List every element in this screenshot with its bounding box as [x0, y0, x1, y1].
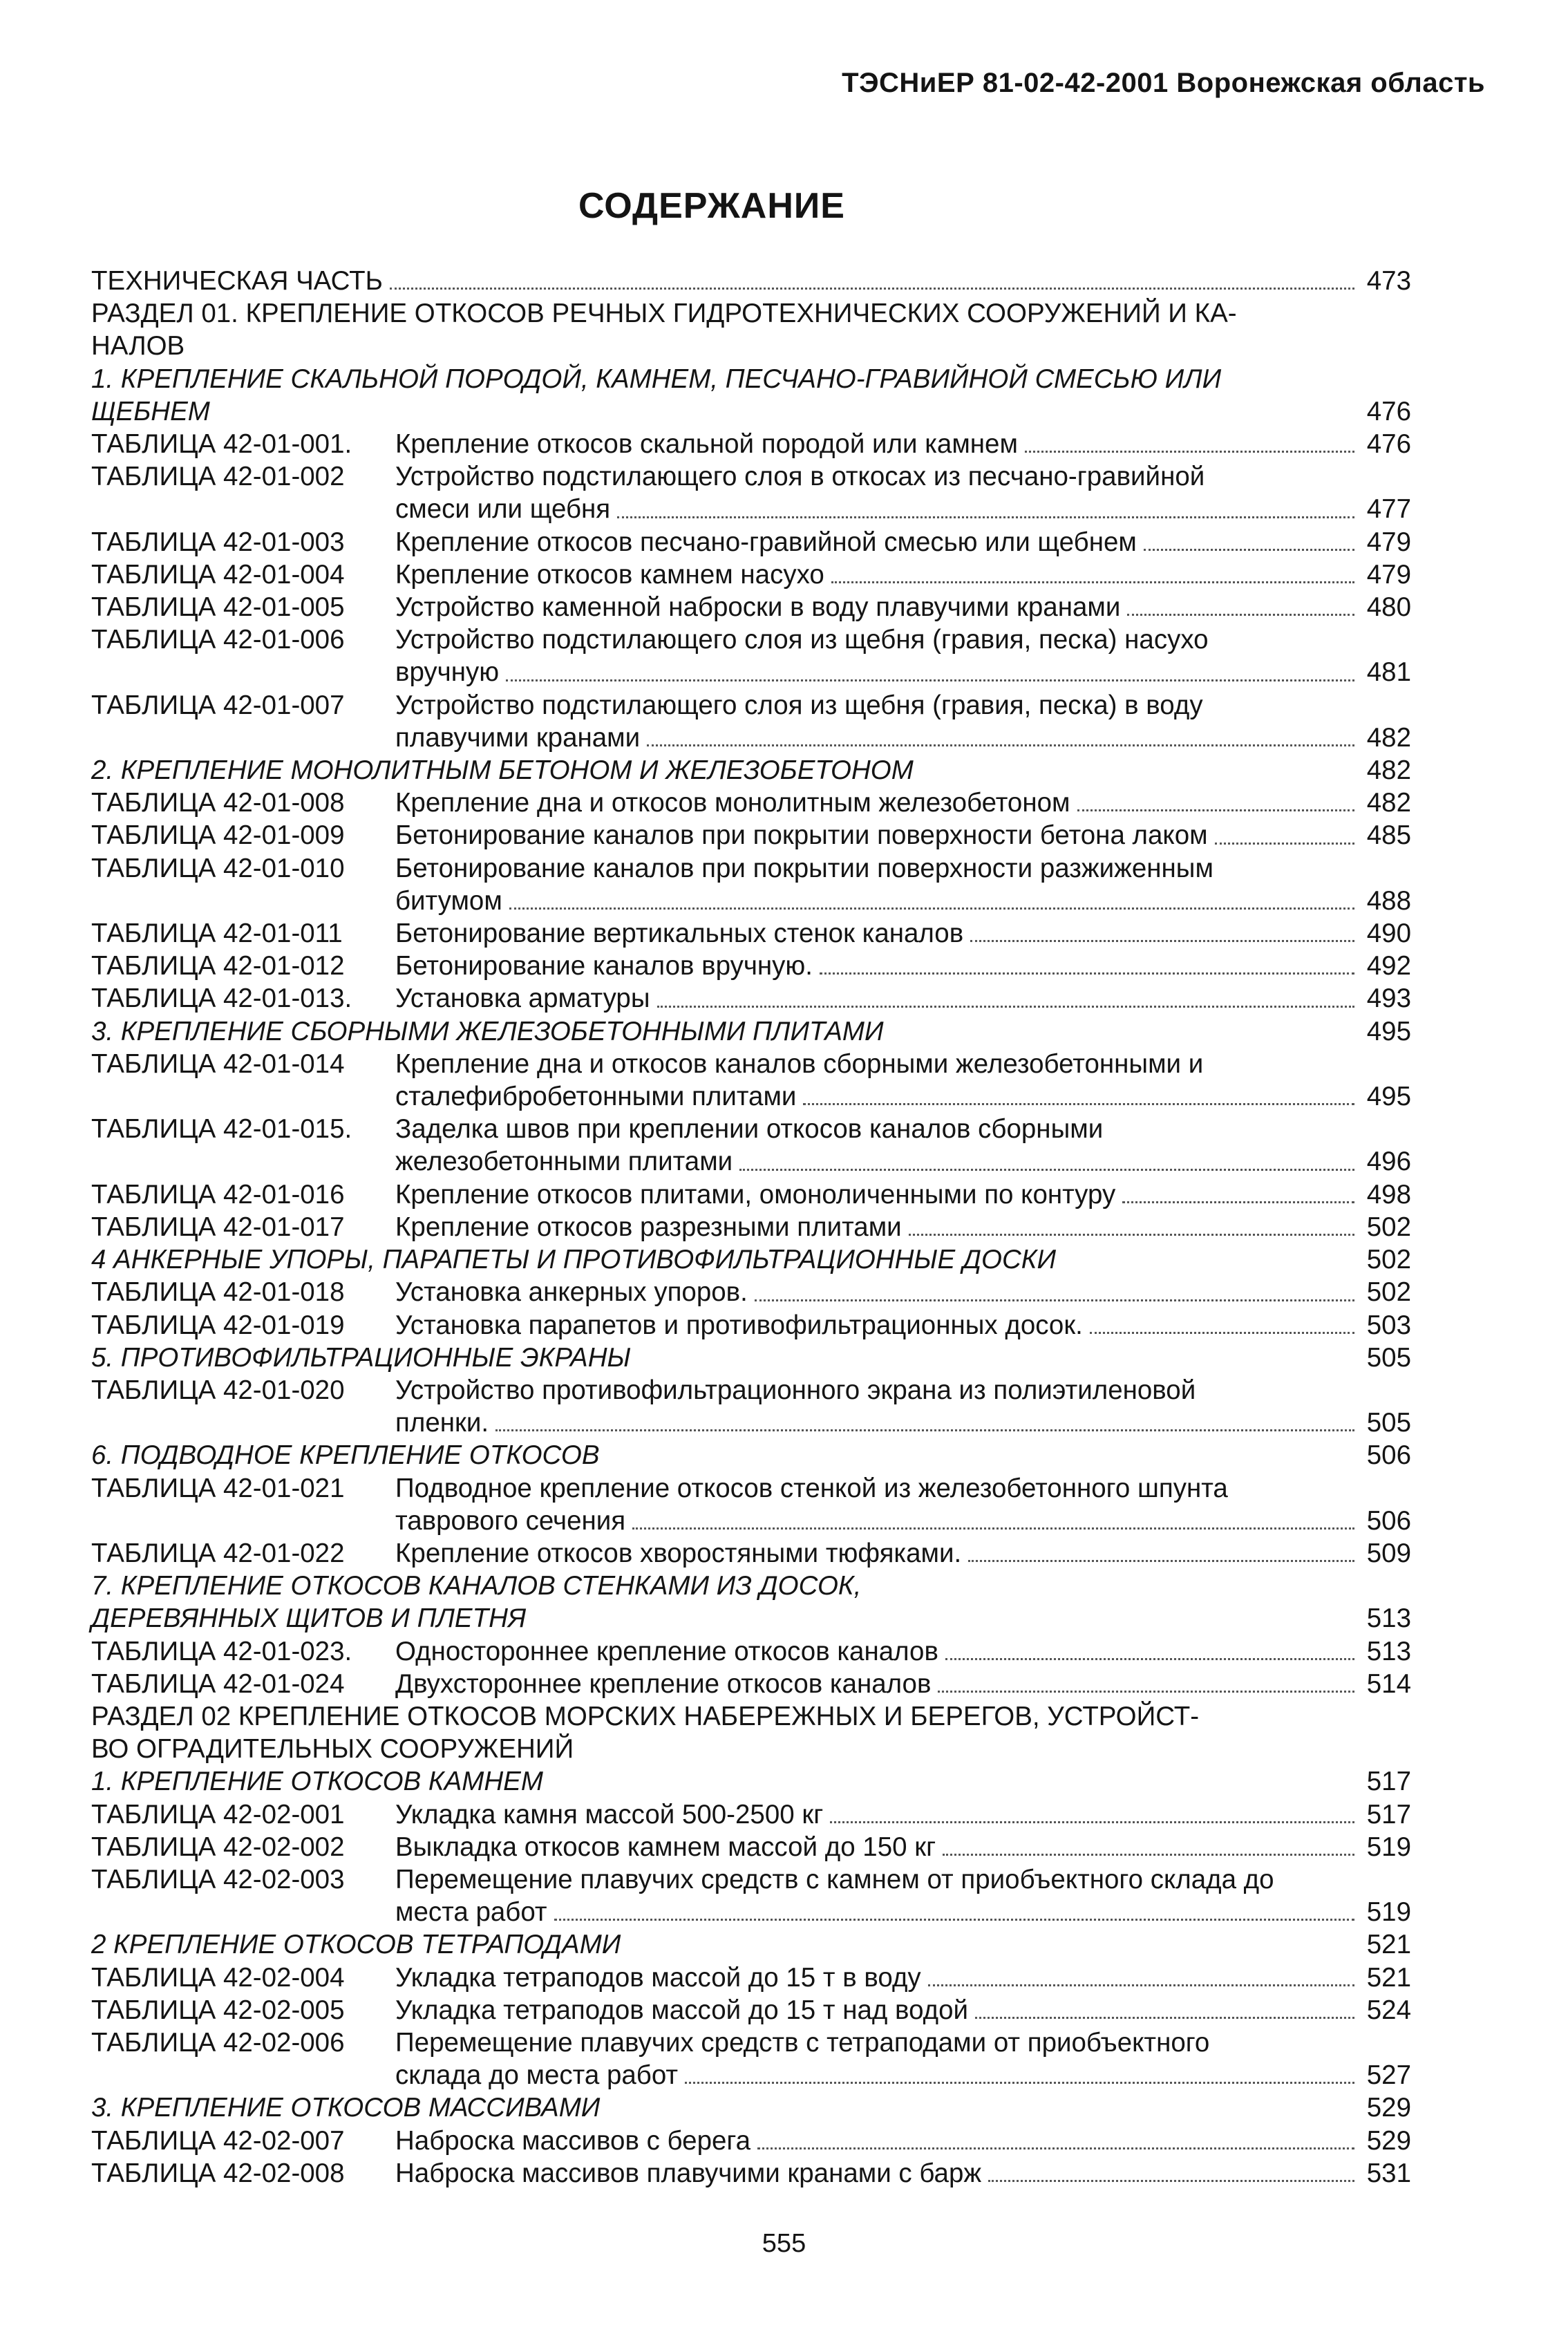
toc-entry	[91, 1080, 1411, 1113]
toc-entry	[91, 852, 1411, 885]
toc-entry	[91, 1374, 1411, 1407]
chapter-title: 3. КРЕПЛЕНИЕ ОТКОСОВ МАССИВАМИ	[91, 2093, 601, 2123]
entry-page: 502	[1366, 1245, 1411, 1275]
toc-entry	[91, 2091, 1411, 2124]
toc-entry	[91, 1570, 1411, 1602]
table-label: ТАБЛИЦА 42-01-020	[91, 1375, 345, 1405]
entry-page: 482	[1366, 722, 1411, 753]
chapter-title: 6. ПОДВОДНОЕ КРЕПЛЕНИЕ ОТКОСОВ	[91, 1440, 600, 1471]
toc-entry	[91, 1961, 1411, 1994]
toc-entry	[91, 591, 1411, 623]
toc-entry	[91, 1928, 1411, 1961]
table-title: Крепление откосов скальной породой или камнем	[395, 429, 1018, 460]
table-label: ТАБЛИЦА 42-01-005	[91, 592, 345, 623]
leader-dots	[831, 581, 1354, 583]
toc-entry	[91, 1733, 1411, 1765]
entry-page: 502	[1366, 1277, 1411, 1308]
table-title: Подводное крепление откосов стенкой из железобетонного шпунта	[395, 1473, 1228, 1503]
entry-title: НАЛОВ	[91, 331, 185, 361]
table-label: ТАБЛИЦА 42-02-001	[91, 1799, 345, 1829]
table-label: ТАБЛИЦА 42-02-006	[91, 2027, 345, 2058]
table-label: ТАБЛИЦА 42-02-008	[91, 2158, 345, 2188]
toc-entry	[91, 950, 1411, 982]
toc-entry	[91, 787, 1411, 819]
table-title: Выкладка откосов камнем массой до 150 кг	[395, 1832, 936, 1862]
table-label: ТАБЛИЦА 42-01-006	[91, 625, 345, 655]
table-label: ТАБЛИЦА 42-01-003	[91, 527, 345, 557]
table-title: Устройство подстилающего слоя из щебня (гравия, песка) в воду	[395, 690, 1203, 720]
leader-dots	[1215, 843, 1354, 845]
leader-dots	[943, 1854, 1354, 1856]
table-label: ТАБЛИЦА 42-01-017	[91, 1212, 345, 1242]
entry-page: 529	[1366, 2093, 1411, 2123]
table-title-continued: вручную	[395, 657, 500, 688]
table-label: ТАБЛИЦА 42-01-013.	[91, 984, 352, 1014]
entry-page: 490	[1366, 919, 1411, 949]
toc-entry	[91, 1211, 1411, 1243]
toc-entry	[91, 460, 1411, 493]
table-label: ТАБЛИЦА 42-01-019	[91, 1310, 345, 1340]
entry-page: 481	[1366, 657, 1411, 688]
leader-dots	[506, 679, 1354, 681]
leader-dots	[968, 1560, 1354, 1562]
toc-entry	[91, 1537, 1411, 1570]
leader-dots	[390, 288, 1354, 290]
leader-dots	[970, 940, 1354, 942]
leader-dots	[1127, 614, 1354, 616]
entry-title: ТЕХНИЧЕСКАЯ ЧАСТЬ	[91, 266, 383, 296]
table-label: ТАБЛИЦА 42-01-016	[91, 1179, 345, 1210]
entry-page: 493	[1366, 984, 1411, 1014]
entry-page: 521	[1366, 1930, 1411, 1960]
entry-page: 477	[1366, 494, 1411, 525]
chapter-title: 2. КРЕПЛЕНИЕ МОНОЛИТНЫМ БЕТОНОМ И ЖЕЛЕЗОБЕТОНОМ	[91, 755, 914, 786]
table-title: Двухстороннее крепление откосов каналов	[395, 1668, 932, 1699]
entry-page: 473	[1366, 266, 1411, 296]
leader-dots	[945, 1658, 1354, 1660]
leader-dots	[1122, 1201, 1354, 1203]
table-label: ТАБЛИЦА 42-01-022	[91, 1538, 345, 1568]
entry-page: 498	[1366, 1179, 1411, 1210]
document-header: ТЭСНиЕР 81-02-42-2001 Воронежская область	[842, 68, 1485, 98]
table-label: ТАБЛИЦА 42-02-004	[91, 1962, 345, 1993]
table-title: Крепление откосов разрезными плитами	[395, 1212, 902, 1242]
table-title: Укладка тетраподов массой до 15 т в воду	[395, 1962, 921, 1993]
leader-dots	[757, 2147, 1354, 2149]
table-title: Устройство противофильтрационного экрана из полиэтиленовой	[395, 1375, 1196, 1405]
table-title-continued: места работ	[395, 1897, 547, 1928]
table-label: ТАБЛИЦА 42-01-009	[91, 820, 345, 851]
entry-title: ВО ОГРАДИТЕЛЬНЫХ СООРУЖЕНИЙ	[91, 1734, 574, 1765]
toc-entry	[91, 1635, 1411, 1668]
entry-title: РАЗДЕЛ 02 КРЕПЛЕНИЕ ОТКОСОВ МОРСКИХ НАБЕРЕЖНЫХ И БЕРЕГОВ, УСТРОЙСТ-	[91, 1701, 1200, 1731]
toc-entry	[91, 363, 1411, 395]
leader-dots	[509, 907, 1354, 910]
chapter-title: 1. КРЕПЛЕНИЕ СКАЛЬНОЙ ПОРОДОЙ, КАМНЕМ, ПЕСЧАНО-ГРАВИЙНОЙ СМЕСЬЮ ИЛИ	[91, 364, 1222, 394]
leader-dots	[975, 2017, 1354, 2019]
toc-entry	[91, 1505, 1411, 1537]
toc-entry	[91, 330, 1411, 362]
toc-entry	[91, 297, 1411, 330]
toc-entry	[91, 493, 1411, 525]
table-label: ТАБЛИЦА 42-01-001.	[91, 429, 352, 460]
toc-entry	[91, 1048, 1411, 1080]
leader-dots	[928, 1984, 1354, 1986]
table-label: ТАБЛИЦА 42-01-004	[91, 559, 345, 590]
table-label: ТАБЛИЦА 42-02-003	[91, 1864, 345, 1894]
table-title: Крепление откосов камнем насухо	[395, 559, 824, 590]
chapter-title: 2 КРЕПЛЕНИЕ ОТКОСОВ ТЕТРАПОДАМИ	[91, 1930, 621, 1960]
table-title: Наброска массивов с берега	[395, 2125, 751, 2156]
entry-page: 521	[1366, 1962, 1411, 1993]
toc-entry	[91, 917, 1411, 950]
table-title: Укладка тетраподов массой до 15 т над водой	[395, 1995, 969, 2025]
page-title: СОДЕРЖАНИЕ	[578, 186, 845, 226]
table-label: ТАБЛИЦА 42-01-011	[91, 919, 343, 949]
page-number: 555	[762, 2229, 806, 2258]
entry-page: 531	[1366, 2158, 1411, 2188]
chapter-title: ЩЕБНЕМ	[91, 396, 210, 426]
table-label: ТАБЛИЦА 42-01-002	[91, 462, 345, 492]
toc-entry	[91, 1342, 1411, 1374]
chapter-title: 3. КРЕПЛЕНИЕ СБОРНЫМИ ЖЕЛЕЗОБЕТОННЫМИ ПЛИТАМИ	[91, 1016, 884, 1046]
toc-entry	[91, 1145, 1411, 1178]
leader-dots	[803, 1103, 1354, 1105]
chapter-title: 7. КРЕПЛЕНИЕ ОТКОСОВ КАНАЛОВ СТЕНКАМИ ИЗ ДОСОК,	[91, 1571, 862, 1601]
toc-entry	[91, 982, 1411, 1015]
leader-dots	[495, 1429, 1354, 1431]
leader-dots	[632, 1527, 1354, 1530]
leader-dots	[617, 516, 1354, 518]
entry-page: 503	[1366, 1310, 1411, 1340]
table-label: ТАБЛИЦА 42-01-008	[91, 788, 345, 818]
toc-entry	[91, 2026, 1411, 2059]
table-title-continued: таврового сечения	[395, 1505, 626, 1536]
toc-entry	[91, 1863, 1411, 1896]
entry-page: 488	[1366, 885, 1411, 916]
leader-dots	[533, 1626, 1354, 1628]
toc-entry	[91, 2157, 1411, 2190]
toc-entry	[91, 722, 1411, 754]
toc-entry	[91, 395, 1411, 428]
leader-dots	[217, 418, 1354, 420]
table-title: Бетонирование вертикальных стенок каналов	[395, 919, 964, 949]
leader-dots	[830, 1821, 1354, 1823]
entry-page: 482	[1366, 788, 1411, 818]
leader-dots	[820, 972, 1354, 975]
toc-entry	[91, 885, 1411, 917]
leader-dots	[938, 1691, 1354, 1693]
entry-page: 482	[1366, 755, 1411, 786]
chapter-title: 1. КРЕПЛЕНИЕ ОТКОСОВ КАМНЕМ	[91, 1767, 543, 1797]
table-title: Установка арматуры	[395, 984, 650, 1014]
table-title-continued: смеси или щебня	[395, 494, 611, 525]
leader-dots	[607, 1462, 1354, 1465]
table-title: Крепление откосов песчано-гравийной смесью или щебнем	[395, 527, 1137, 557]
entry-page: 492	[1366, 951, 1411, 981]
table-of-contents	[91, 265, 1411, 2190]
table-label: ТАБЛИЦА 42-01-015.	[91, 1114, 352, 1145]
entry-page: 506	[1366, 1440, 1411, 1471]
table-label: ТАБЛИЦА 42-01-007	[91, 690, 345, 720]
toc-entry	[91, 754, 1411, 787]
entry-page: 496	[1366, 1147, 1411, 1177]
leader-dots	[1025, 451, 1354, 453]
entry-page: 513	[1366, 1636, 1411, 1666]
toc-entry	[91, 1668, 1411, 1700]
toc-entry	[91, 819, 1411, 852]
table-title: Устройство каменной наброски в воду плавучими кранами	[395, 592, 1121, 623]
leader-dots	[554, 1919, 1354, 1921]
table-title-continued: железобетонными плитами	[395, 1147, 733, 1177]
table-title: Перемещение плавучих средств с камнем от приобъектного склада до	[395, 1864, 1274, 1894]
leader-dots	[550, 1789, 1354, 1791]
toc-entry	[91, 428, 1411, 460]
toc-entry	[91, 558, 1411, 591]
entry-title: РАЗДЕЛ 01. КРЕПЛЕНИЕ ОТКОСОВ РЕЧНЫХ ГИДРОТЕХНИЧЕСКИХ СООРУЖЕНИЙ И КА-	[91, 299, 1237, 329]
entry-page: 480	[1366, 592, 1411, 623]
toc-entry	[91, 1798, 1411, 1831]
table-title: Наброска массивов плавучими кранами с барж	[395, 2158, 982, 2188]
entry-page: 495	[1366, 1082, 1411, 1112]
toc-entry	[91, 265, 1411, 297]
entry-page: 517	[1366, 1767, 1411, 1797]
leader-dots	[685, 2082, 1354, 2084]
table-title: Установка анкерных упоров.	[395, 1277, 748, 1308]
table-title: Установка парапетов и противофильтрационных досок.	[395, 1310, 1083, 1340]
entry-page: 527	[1366, 2060, 1411, 2091]
table-label: ТАБЛИЦА 42-01-023.	[91, 1636, 352, 1666]
toc-entry	[91, 1113, 1411, 1145]
toc-entry	[91, 656, 1411, 688]
toc-entry	[91, 1178, 1411, 1211]
table-title-continued: битумом	[395, 885, 502, 916]
table-label: ТАБЛИЦА 42-01-024	[91, 1668, 345, 1699]
table-label: ТАБЛИЦА 42-01-018	[91, 1277, 345, 1308]
table-title: Бетонирование каналов при покрытии поверхности разжиженным	[395, 853, 1213, 883]
chapter-title: ДЕРЕВЯННЫХ ЩИТОВ И ПЛЕТНЯ	[91, 1603, 527, 1634]
leader-dots	[891, 1038, 1354, 1040]
entry-page: 509	[1366, 1538, 1411, 1568]
entry-page: 517	[1366, 1799, 1411, 1829]
table-title-continued: плавучими кранами	[395, 722, 641, 753]
toc-entry	[91, 1700, 1411, 1733]
entry-page: 479	[1366, 527, 1411, 557]
toc-entry	[91, 1994, 1411, 2026]
entry-page: 514	[1366, 1668, 1411, 1699]
entry-page: 476	[1366, 429, 1411, 460]
leader-dots	[638, 1364, 1354, 1366]
leader-dots	[920, 777, 1354, 779]
table-title-continued: пленки.	[395, 1408, 489, 1438]
table-label: ТАБЛИЦА 42-01-021	[91, 1473, 345, 1503]
table-title: Крепление дна и откосов монолитным железобетоном	[395, 788, 1070, 818]
table-label: ТАБЛИЦА 42-01-014	[91, 1048, 345, 1079]
leader-dots	[755, 1299, 1354, 1301]
toc-entry	[91, 623, 1411, 656]
table-title: Крепление откосов плитами, омоноличенными по контуру	[395, 1179, 1116, 1210]
toc-entry	[91, 1602, 1411, 1635]
table-title: Устройство подстилающего слоя в откосах из песчано-гравийной	[395, 462, 1205, 492]
table-label: ТАБЛИЦА 42-01-010	[91, 853, 345, 883]
table-label: ТАБЛИЦА 42-02-002	[91, 1832, 345, 1862]
table-label: ТАБЛИЦА 42-02-005	[91, 1995, 345, 2025]
leader-dots	[1063, 1266, 1354, 1268]
table-title: Одностороннее крепление откосов каналов	[395, 1636, 938, 1666]
toc-entry	[91, 1407, 1411, 1439]
leader-dots	[657, 1006, 1355, 1008]
entry-page: 524	[1366, 1995, 1411, 2025]
table-title: Укладка камня массой 500-2500 кг	[395, 1799, 824, 1829]
table-label: ТАБЛИЦА 42-02-007	[91, 2125, 345, 2156]
entry-page: 502	[1366, 1212, 1411, 1242]
leader-dots	[988, 2180, 1354, 2182]
toc-entry	[91, 689, 1411, 722]
leader-dots	[607, 2115, 1354, 2117]
entry-page: 495	[1366, 1016, 1411, 1046]
leader-dots	[1144, 549, 1354, 551]
table-title: Бетонирование каналов при покрытии поверхности бетона лаком	[395, 820, 1208, 851]
entry-page: 505	[1366, 1408, 1411, 1438]
table-title: Бетонирование каналов вручную.	[395, 951, 813, 981]
leader-dots	[627, 1952, 1354, 1954]
toc-entry	[91, 2125, 1411, 2157]
leader-dots	[909, 1234, 1354, 1236]
toc-entry	[91, 526, 1411, 558]
toc-entry	[91, 1439, 1411, 1471]
toc-entry	[91, 1243, 1411, 1276]
toc-entry	[91, 1831, 1411, 1863]
entry-page: 479	[1366, 559, 1411, 590]
entry-page: 529	[1366, 2125, 1411, 2156]
entry-page: 519	[1366, 1897, 1411, 1928]
toc-entry	[91, 1472, 1411, 1505]
entry-page: 519	[1366, 1832, 1411, 1862]
toc-entry	[91, 1896, 1411, 1928]
toc-entry	[91, 1015, 1411, 1048]
entry-page: 506	[1366, 1505, 1411, 1536]
table-title: Крепление откосов хворостяными тюфяками.	[395, 1538, 962, 1568]
entry-page: 513	[1366, 1603, 1411, 1634]
toc-entry	[91, 1276, 1411, 1308]
leader-dots	[739, 1169, 1354, 1171]
table-title: Перемещение плавучих средств с тетраподами от приобъектного	[395, 2027, 1210, 2058]
entry-page: 476	[1366, 396, 1411, 426]
table-title: Крепление дна и откосов каналов сборными железобетонными и	[395, 1048, 1204, 1079]
table-title-continued: склада до места работ	[395, 2060, 679, 2091]
entry-page: 505	[1366, 1342, 1411, 1373]
table-label: ТАБЛИЦА 42-01-012	[91, 951, 345, 981]
chapter-title: 5. ПРОТИВОФИЛЬТРАЦИОННЫЕ ЭКРАНЫ	[91, 1342, 631, 1373]
leader-dots	[647, 744, 1354, 746]
toc-entry	[91, 1765, 1411, 1798]
table-title: Устройство подстилающего слоя из щебня (гравия, песка) насухо	[395, 625, 1209, 655]
leader-dots	[1077, 809, 1355, 811]
table-title-continued: сталефибробетонными плитами	[395, 1082, 797, 1112]
table-title: Заделка швов при креплении откосов каналов сборными	[395, 1114, 1104, 1145]
toc-entry	[91, 2059, 1411, 2091]
chapter-title: 4 АНКЕРНЫЕ УПОРЫ, ПАРАПЕТЫ И ПРОТИВОФИЛЬТРАЦИОННЫЕ ДОСКИ	[91, 1245, 1057, 1275]
toc-entry	[91, 1309, 1411, 1342]
entry-page: 485	[1366, 820, 1411, 851]
leader-dots	[1090, 1332, 1354, 1334]
